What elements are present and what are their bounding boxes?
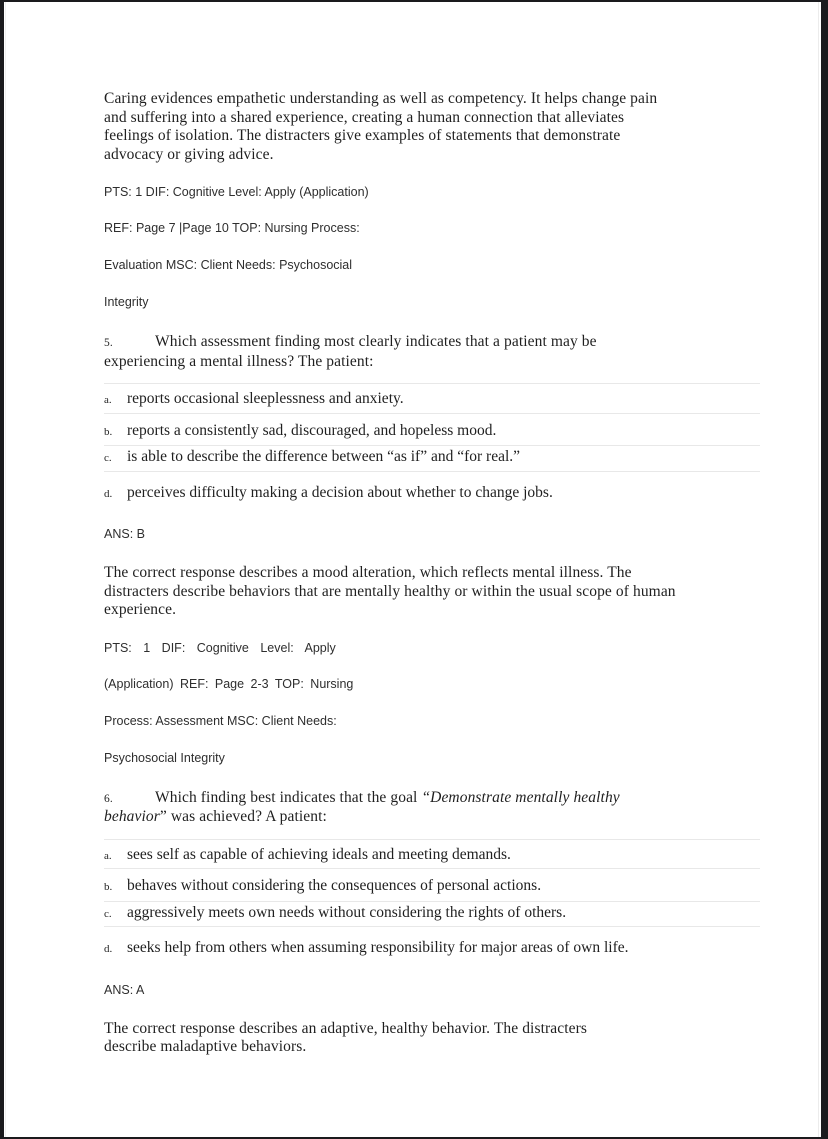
- document-page: [104, 90, 760, 1057]
- option-text: reports occasional sleeplessness and anxiety.: [127, 390, 404, 407]
- option-row: [104, 446, 760, 472]
- meta-line-pts: PTS: 1 DIF: Cognitive Level: Apply: [104, 640, 336, 655]
- question-stem-text: Which assessment finding most clearly indicates that a patient may be: [155, 333, 597, 350]
- option-letter: c.: [104, 907, 112, 920]
- meta-line-integrity: Psychosocial Integrity: [104, 750, 225, 765]
- question-stem: [104, 789, 760, 827]
- option-row: [104, 939, 760, 959]
- meta-line-integrity: Integrity: [104, 295, 149, 309]
- screen-edge-right: [821, 0, 828, 1139]
- question-stem-goal-italic: “Demonstrate mentally healthy: [421, 788, 620, 806]
- paragraph-line: and suffering into a shared experience, creating a human connection that alleviates: [104, 108, 625, 126]
- option-row: [104, 484, 760, 504]
- meta-line-ref: (Application) REF: Page 2-3 TOP: Nursing: [104, 676, 354, 691]
- option-text: perceives difficulty making a decision about whether to change jobs.: [127, 483, 553, 501]
- question-stem-line: [104, 789, 760, 809]
- answer-options: [104, 839, 760, 959]
- option-text: reports a consistently sad, discouraged, and hopeless mood.: [127, 421, 497, 439]
- question-stem-text: Which finding best indicates that the goal: [155, 788, 422, 806]
- rationale-paragraph: [104, 564, 760, 620]
- question-stem-line: [104, 808, 760, 827]
- option-letter: d.: [104, 943, 113, 955]
- meta-line-ref: REF: Page 7 |Page 10 TOP: Nursing Process:: [104, 221, 360, 235]
- answer-label: ANS: B: [104, 527, 145, 541]
- paragraph-line: The correct response describes a mood alteration, which reflects mental illness. The: [104, 564, 632, 581]
- option-row: [104, 418, 760, 447]
- screen-edge-left: [0, 0, 4, 1139]
- option-letter: a.: [104, 849, 112, 862]
- paragraph-line: feelings of isolation. The distracters give examples of statements that demonstrate: [104, 127, 621, 144]
- paragraph-line: distracters describe behaviors that are mentally healthy or within the usual scope of human: [104, 582, 676, 600]
- page-left-hairline: [5, 0, 6, 1139]
- option-row: [104, 873, 760, 902]
- question-number: 5.: [104, 337, 113, 349]
- option-letter: d.: [104, 487, 113, 500]
- screen-edge-top: [0, 0, 828, 2]
- option-letter: c.: [104, 452, 112, 464]
- paragraph-line: Caring evidences empathetic understanding as well as competency. It helps change pain: [104, 90, 658, 107]
- question-stem-text: ” was achieved? A patient:: [159, 808, 327, 825]
- option-text: seeks help from others when assuming responsibility for major areas of own life.: [127, 939, 629, 956]
- question-stem-line: [104, 333, 760, 353]
- meta-line-msc: Process: Assessment MSC: Client Needs:: [104, 713, 337, 728]
- paragraph-line: The correct response describes an adaptive, healthy behavior. The distracters: [104, 1019, 587, 1037]
- paragraph-line: advocacy or giving advice.: [104, 145, 274, 163]
- meta-line-pts: PTS: 1 DIF: Cognitive Level: Apply (Application): [104, 185, 369, 199]
- intro-rationale-paragraph: [104, 90, 760, 164]
- meta-line-msc: Evaluation MSC: Client Needs: Psychosocial: [104, 258, 353, 272]
- option-text: behaves without considering the consequences of personal actions.: [127, 877, 542, 894]
- question-metadata-block: [104, 641, 760, 766]
- option-row: [104, 902, 760, 928]
- page-right-hairline: [818, 0, 819, 1139]
- rationale-paragraph: [104, 1020, 760, 1057]
- option-letter: b.: [104, 425, 113, 438]
- option-text: sees self as capable of achieving ideals and meeting demands.: [127, 845, 511, 863]
- question-number: 6.: [104, 792, 113, 805]
- question-metadata-block: [104, 185, 760, 310]
- question-6: [104, 789, 760, 1057]
- paragraph-line: experience.: [104, 601, 177, 618]
- option-letter: a.: [104, 394, 112, 406]
- question-5: [104, 333, 760, 620]
- paragraph-line: describe maladaptive behaviors.: [104, 1038, 307, 1055]
- option-row: [104, 839, 760, 870]
- question-stem-goal-italic: behavior: [104, 808, 160, 825]
- option-text: is able to describe the difference between “as if” and “for real.”: [127, 448, 521, 465]
- answer-label: ANS: A: [104, 982, 145, 997]
- question-stem: [104, 333, 760, 371]
- answer-options: [104, 383, 760, 503]
- option-text: aggressively meets own needs without considering the rights of others.: [127, 903, 567, 921]
- question-stem-line: experiencing a mental illness? The patient:: [104, 352, 374, 370]
- option-row: [104, 383, 760, 414]
- option-letter: b.: [104, 881, 113, 893]
